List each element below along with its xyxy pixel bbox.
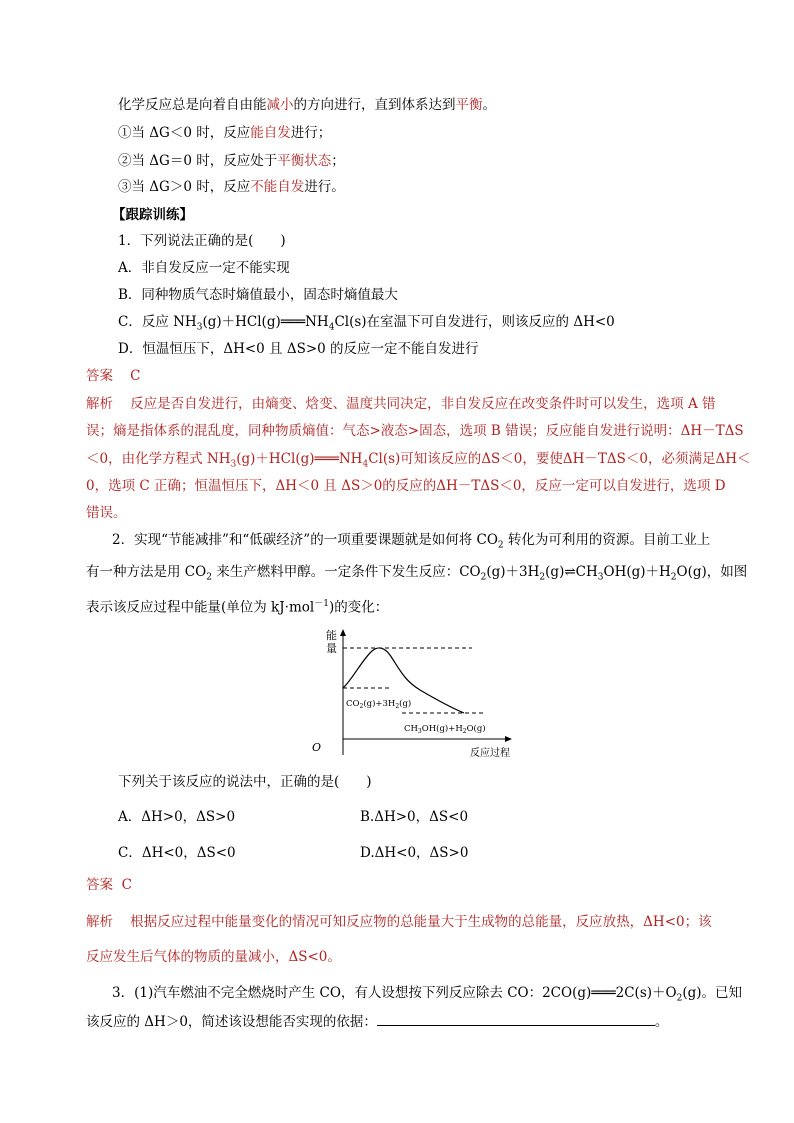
answer-value: C bbox=[130, 368, 141, 384]
q2-line-1 bbox=[112, 531, 710, 555]
analysis-text: 反应发生后气体的物质的量减小， bbox=[86, 949, 289, 965]
q2-text: 转化为可利用的资源。目前工业上 bbox=[503, 532, 711, 548]
q3-line-1 bbox=[112, 984, 742, 1008]
q1-answer bbox=[86, 367, 141, 385]
q1-option-c-text: (g)＋HCl(g)═══NH bbox=[202, 314, 329, 330]
q2-option-c: C．ΔH<0，ΔS<0 bbox=[118, 845, 236, 861]
analysis-formula: ΔS＜0 bbox=[481, 451, 523, 467]
q2-stem: 下列关于该反应的说法中，正确的是( ) bbox=[118, 774, 372, 790]
q3-text: 。 bbox=[654, 1014, 669, 1030]
subscript: 2 bbox=[539, 572, 546, 583]
q1-analysis-line-2 bbox=[86, 422, 744, 440]
intro-keyword: 不能自发 bbox=[250, 179, 305, 195]
intro-text: ③当 ΔG＞0 时，反应 bbox=[118, 179, 251, 195]
intro-text: 化学反应总是向着自由能 bbox=[118, 97, 267, 113]
analysis-formula: ΔS<0 bbox=[288, 949, 328, 965]
analysis-text: 。 bbox=[327, 949, 341, 965]
q2-text: CH bbox=[575, 564, 598, 580]
q2-answer bbox=[86, 876, 132, 894]
equilibrium-arrow: ⇌ bbox=[564, 564, 576, 580]
intro-text: ； bbox=[331, 153, 345, 169]
product-label: $CH_3OH(g)+H_2O(g)$ bbox=[404, 724, 486, 735]
subscript: 3 bbox=[196, 322, 203, 333]
reactant-label: $CO_2(g)+3H_2(g)$ bbox=[346, 699, 412, 710]
intro-keyword: 平衡 bbox=[455, 97, 483, 113]
intro-keyword: 平衡状态 bbox=[277, 153, 332, 169]
intro-text: ①当 ΔG＜0 时，反应 bbox=[118, 125, 251, 141]
q2-text: O(g)，如图 bbox=[676, 564, 748, 580]
q1-analysis-line-3 bbox=[86, 450, 751, 474]
answer-blank[interactable] bbox=[377, 1011, 655, 1026]
superscript: －1 bbox=[314, 599, 329, 609]
analysis-label: 解析 bbox=[86, 396, 113, 412]
analysis-text: 误；熵是指体系的混乱度，同种物质熵值：气态>液态>固态，选项 B 错误；反应能自发进行说明： bbox=[86, 423, 681, 439]
analysis-label: 解析 bbox=[86, 914, 113, 930]
answer-value: C bbox=[121, 877, 132, 893]
q2-option-a: A．ΔH>0，ΔS>0 bbox=[118, 809, 236, 825]
q1-analysis-line-4 bbox=[86, 477, 726, 495]
analysis-text: 0 bbox=[86, 478, 95, 494]
y-axis-label-1: 能 bbox=[326, 629, 337, 642]
q2-text: 2．实现“节能减排”和“低碳经济”的一项重要课题就是如何将 CO bbox=[112, 532, 498, 548]
origin-label: O bbox=[312, 741, 322, 754]
q2-option-b: B.ΔH>0，ΔS<0 bbox=[360, 809, 469, 825]
analysis-formula: ΔH＜ bbox=[715, 451, 751, 467]
y-axis-arrow bbox=[340, 629, 346, 636]
analysis-formula: ΔH－TΔS bbox=[680, 423, 744, 439]
q3-text: 该反应的 ΔH＞0，简述该设想能否实现的依据： bbox=[86, 1014, 377, 1030]
q1-option-c-text: C．反应 NH bbox=[118, 314, 197, 330]
q1-option-c bbox=[118, 313, 615, 337]
intro-line-1 bbox=[118, 96, 496, 114]
q2-analysis-line-1 bbox=[86, 913, 712, 931]
answer-label: 答案 bbox=[86, 368, 113, 384]
analysis-formula: ΔH<0 bbox=[643, 914, 685, 930]
q2-text: )的变化： bbox=[328, 599, 389, 616]
energy-diagram bbox=[312, 625, 522, 765]
q3-text: 3．(1)汽车燃油不完全燃烧时产生 CO，有人设想按下列反应除去 CO：2CO(g)═══2C(s)＋O bbox=[112, 985, 677, 1001]
q2-analysis-line-2 bbox=[86, 948, 341, 966]
q2-text: OH(g)＋H bbox=[603, 564, 671, 580]
q3-text: (g)。已知 bbox=[682, 985, 743, 1001]
subscript: 4 bbox=[362, 459, 369, 470]
intro-keyword: 减小 bbox=[266, 97, 294, 113]
analysis-text: ＜0 bbox=[86, 451, 109, 467]
intro-text: 。 bbox=[482, 97, 496, 113]
intro-text: 进行。 bbox=[304, 179, 345, 195]
intro-text: 进行； bbox=[290, 125, 332, 141]
analysis-text: ，由化学方程式 NH bbox=[108, 451, 231, 467]
subscript: 4 bbox=[328, 322, 335, 333]
q2-text: 表示该反应过程中能量(单位为 kJ·mol bbox=[86, 599, 315, 616]
analysis-formula: ΔH－TΔS＜0 bbox=[436, 478, 522, 494]
q2-line-3 bbox=[86, 595, 388, 617]
q1-analysis-line-1 bbox=[86, 395, 716, 413]
q2-text: (g)＋3H bbox=[486, 564, 540, 580]
q1-option-b: B．同种物质气态时熵值最小，固态时熵值最大 bbox=[118, 287, 398, 303]
q3-line-2 bbox=[86, 1011, 668, 1031]
subscript: 3 bbox=[230, 459, 237, 470]
q2-text: 来生产燃料甲醇。一定条件下发生反应：CO bbox=[211, 564, 481, 580]
intro-line-4 bbox=[118, 178, 345, 196]
analysis-text: (g)＋HCl(g)═══NH bbox=[236, 451, 363, 467]
analysis-text: 反应是否自发进行，由熵变、焓变、温度共同决定，非自发反应在改变条件时可以发生，选项 A 错 bbox=[130, 396, 716, 412]
analysis-text: ；该 bbox=[684, 914, 712, 930]
subscript: 2 bbox=[676, 993, 683, 1004]
q1-option-d: D．恒温恒压下，ΔH<0 且 ΔS>0 的反应一定不能自发进行 bbox=[118, 341, 479, 357]
intro-text: 的方向进行，直到体系达到 bbox=[293, 97, 456, 113]
y-axis-label-2: 量 bbox=[326, 642, 337, 655]
subscript: 2 bbox=[497, 540, 504, 551]
analysis-formula: ΔH＜0 且 ΔS＞0 bbox=[275, 478, 383, 494]
intro-line-2 bbox=[118, 124, 331, 142]
analysis-text: ，必须满足 bbox=[648, 451, 716, 467]
intro-text: ②当 ΔG＝0 时，反应处于 bbox=[118, 153, 278, 169]
analysis-text: Cl(s)可知该反应的 bbox=[368, 451, 482, 467]
subscript: 2 bbox=[480, 572, 487, 583]
intro-keyword: 能自发 bbox=[250, 125, 291, 141]
q1-option-c-text: Cl(s)在室温下可自发进行，则该反应的 ΔH<0 bbox=[334, 314, 615, 330]
answer-label: 答案 bbox=[86, 877, 113, 893]
analysis-text: ，选项 C 正确；恒温恒压下， bbox=[94, 478, 276, 494]
q1-stem: 1．下列说法正确的是( ) bbox=[118, 233, 286, 249]
q2-text: (g) bbox=[545, 564, 565, 580]
subscript: 2 bbox=[206, 572, 212, 583]
x-axis-arrow bbox=[505, 736, 512, 742]
subscript: 3 bbox=[597, 572, 604, 583]
analysis-text: 根据反应过程中能量变化的情况可知反应物的总能量大于生成物的总能量，反应放热， bbox=[130, 914, 644, 930]
analysis-formula: ΔH－TΔS＜0 bbox=[562, 451, 649, 467]
intro-line-3 bbox=[118, 152, 345, 170]
q1-analysis-line-5: 错误。 bbox=[86, 505, 127, 521]
q1-option-a: A．非自发反应一定不能实现 bbox=[118, 260, 290, 276]
analysis-text: ，要使 bbox=[522, 451, 563, 467]
analysis-text: ，反应一定可以自发进行，选项 D bbox=[521, 478, 726, 494]
subscript: 2 bbox=[670, 572, 677, 583]
q2-text: 有一种方法是用 CO bbox=[86, 564, 207, 580]
x-axis-label: 反应过程 bbox=[470, 748, 510, 759]
section-title: 【跟踪训练】 bbox=[112, 207, 193, 223]
q2-line-2 bbox=[86, 563, 747, 587]
q2-option-d: D.ΔH<0，ΔS>0 bbox=[360, 845, 469, 861]
analysis-text: 的反应的 bbox=[382, 478, 437, 494]
